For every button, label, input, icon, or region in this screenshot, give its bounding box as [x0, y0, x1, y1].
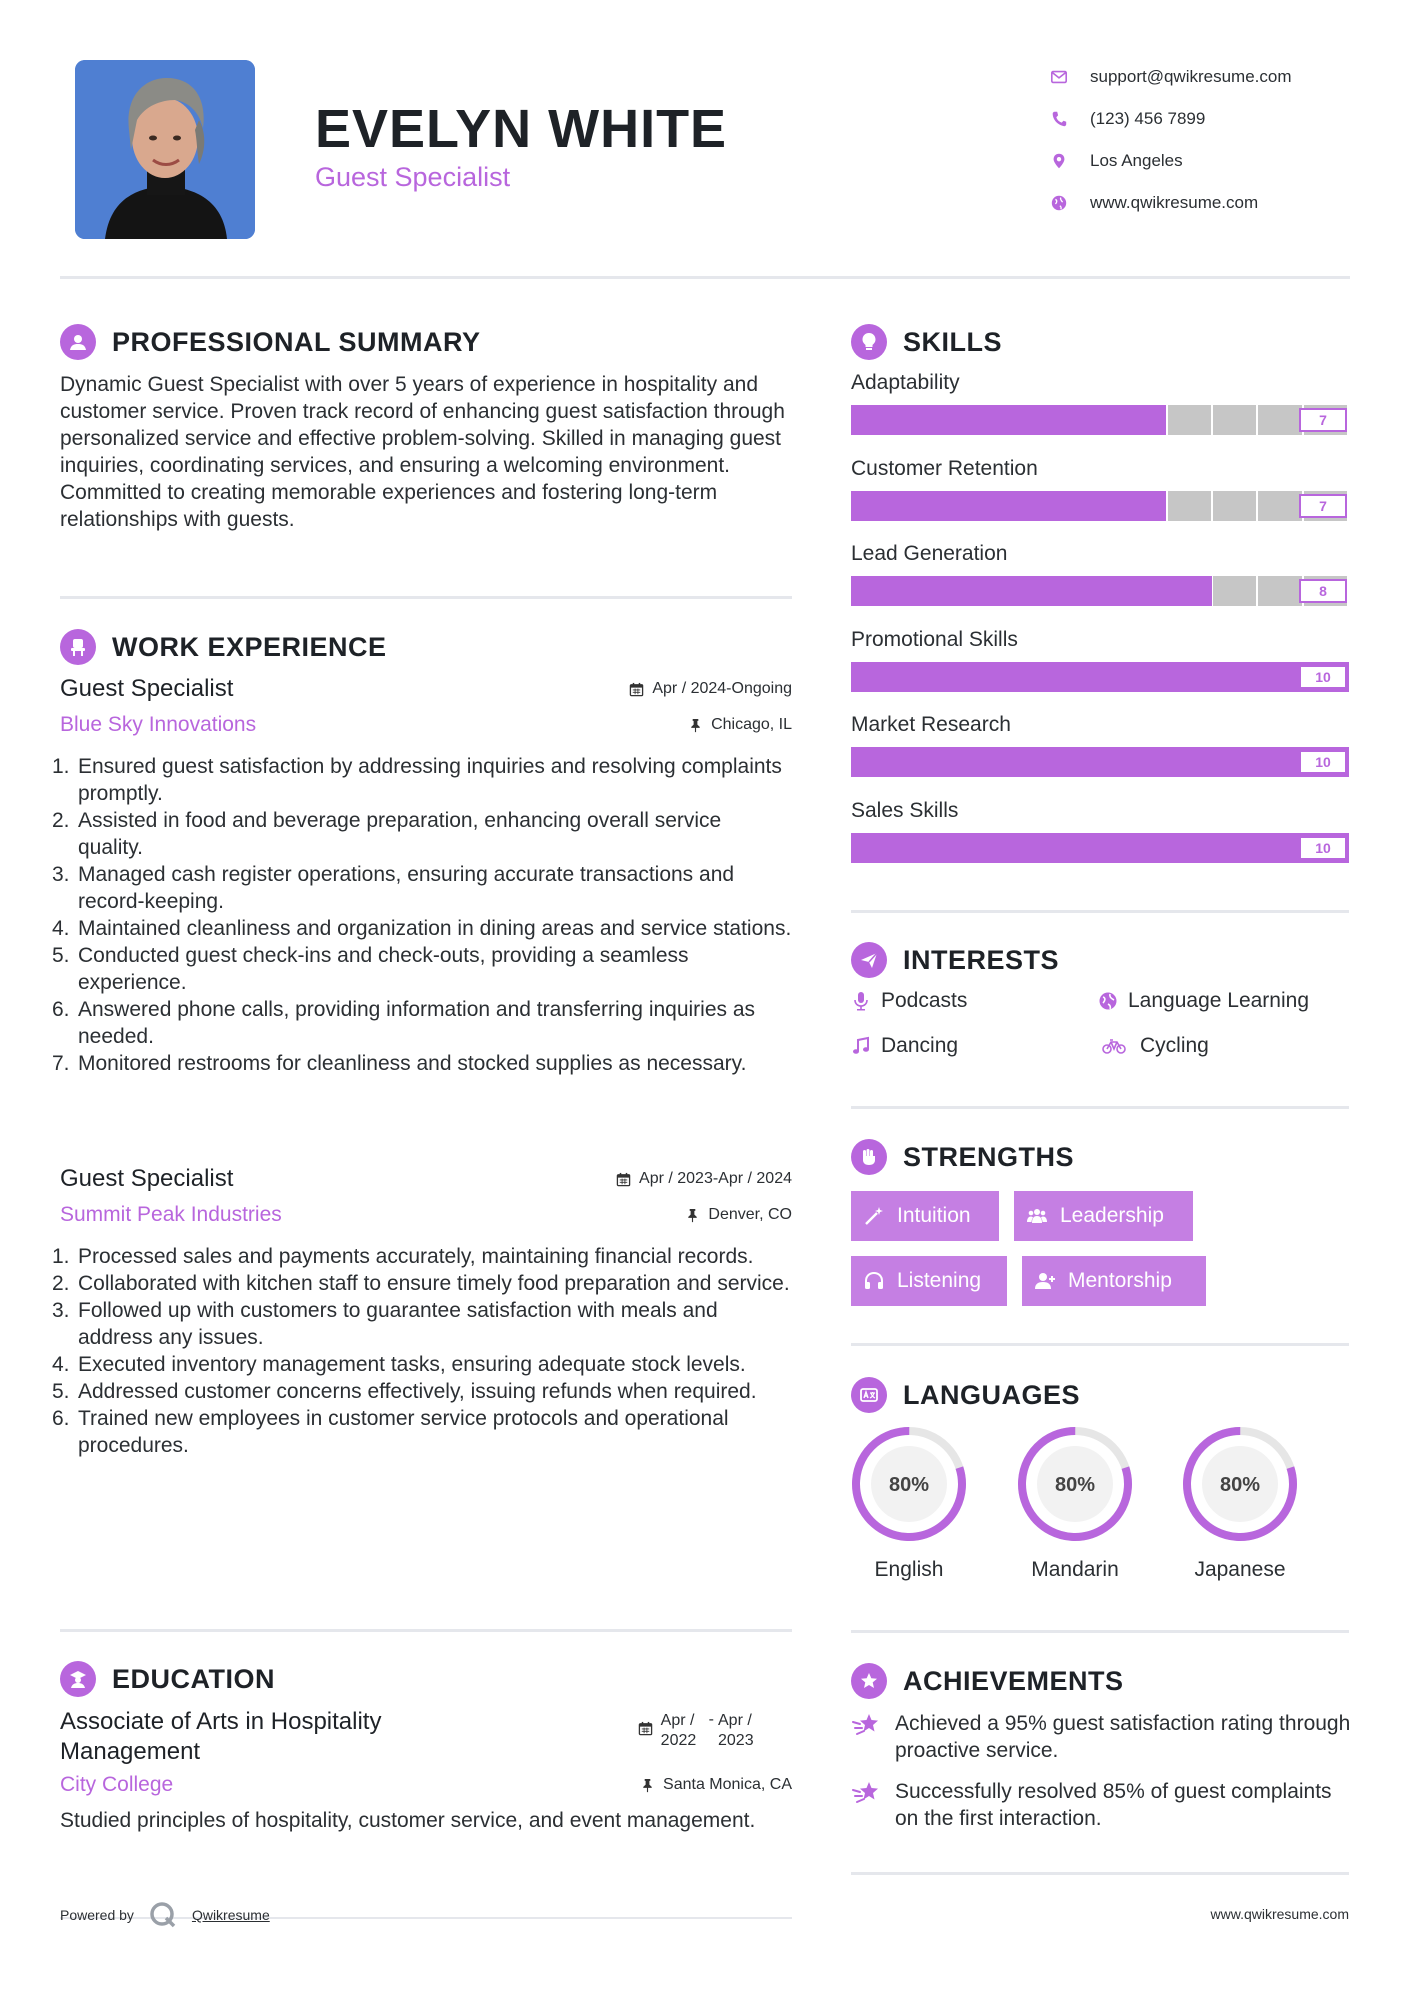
contact-email[interactable]: [1050, 56, 1370, 98]
list-item: 4. Maintained cleanliness and organization in dining areas and service stations.: [52, 917, 792, 940]
footer-powered-by: Powered by Qwikresume: [60, 1900, 270, 1930]
lightbulb-icon: [851, 324, 887, 360]
job-company: Summit Peak Industries: [60, 1203, 282, 1226]
language-item: [1180, 1424, 1300, 1582]
list-item: 7. Monitored restrooms for cleanliness and stocked supplies as necessary.: [52, 1052, 747, 1075]
calendar-icon: [616, 1172, 631, 1187]
language-percent: 80%: [1219, 1474, 1261, 1496]
calendar-icon: [629, 682, 644, 697]
skill-bar-fill: [851, 491, 1166, 521]
strength-intuition: Intuition: [851, 1191, 999, 1241]
profile-photo: [75, 60, 255, 239]
skill-name: Lead Generation: [851, 542, 1008, 565]
job-date: Apr / 2023-Apr / 2024: [616, 1170, 792, 1188]
interests-divider: [851, 1106, 1349, 1109]
music-note-icon: [851, 1036, 871, 1056]
calendar-icon: [638, 1721, 653, 1736]
summary-text: Dynamic Guest Specialist with over 5 years of experience in hospitality and customer service. Proven track record of enhancing guest satisfaction through personalized service and effective problem-solving. Skilled in managing guest inquiries, coordinating services, and ensuring a welcoming environment. Committed to creating memorable experiences and fostering long-term relationships with guests.: [60, 373, 785, 531]
education-entry: [60, 1707, 792, 1834]
job-date: Apr / 2024-Ongoing: [629, 680, 792, 698]
map-pin-icon: [1050, 152, 1068, 170]
language-percent: 80%: [1054, 1474, 1096, 1496]
job-duties: [52, 1243, 792, 1459]
strengths-heading: [851, 1139, 1074, 1175]
achievements-divider: [851, 1872, 1349, 1875]
job-title: Guest Specialist: [60, 675, 234, 702]
location-text: Los Angeles: [1090, 151, 1183, 170]
user-icon: [60, 324, 96, 360]
bicycle-icon: [1098, 1036, 1130, 1056]
skills-heading: [851, 324, 1002, 360]
interest-podcasts: Podcasts: [851, 989, 967, 1013]
summary-divider: [60, 596, 792, 599]
languages-heading-text: LANGUAGES: [903, 1379, 1081, 1410]
strength-leadership: Leadership: [1014, 1191, 1193, 1241]
skill-bar-fill: [851, 576, 1212, 606]
language-name: English: [874, 1558, 944, 1581]
education-date: Apr / 2022 - Apr / 2023: [638, 1711, 762, 1751]
list-item: 5. Addressed customer concerns effectively, issuing refunds when required.: [52, 1380, 757, 1403]
job-company: Blue Sky Innovations: [60, 713, 257, 736]
experience-heading: [60, 629, 387, 665]
header-divider: [60, 276, 1350, 279]
list-item: 5. Conducted guest check-ins and check-outs, providing a seamless experience.: [52, 944, 689, 994]
school-name: City College: [60, 1773, 174, 1796]
users-icon: [1026, 1205, 1048, 1227]
microphone-icon: [851, 991, 871, 1011]
skill-bar-fill: [851, 747, 1349, 777]
skill-item: [851, 713, 1349, 777]
language-percent: 80%: [888, 1474, 930, 1496]
skill-bar-fill: [851, 662, 1349, 692]
skill-bar: [851, 833, 1349, 863]
website-text: www.qwikresume.com: [1090, 193, 1259, 212]
skill-bar: [851, 405, 1349, 435]
list-item: 6. Answered phone calls, providing information and transferring inquiries as needed.: [52, 998, 756, 1048]
star-badge-icon: [851, 1663, 887, 1699]
job-location: Chicago, IL: [688, 716, 792, 734]
skill-level-badge: 10: [1299, 750, 1347, 774]
fist-icon: [851, 1139, 887, 1175]
list-item: 3. Managed cash register operations, ensuring accurate transactions and record-keeping.: [52, 863, 735, 913]
skill-item: [851, 457, 1349, 521]
shooting-star-icon: [851, 1712, 883, 1740]
skills-divider: [851, 910, 1349, 913]
list-item: 2. Collaborated with kitchen staff to ensure timely food preparation and service.: [52, 1272, 790, 1295]
education-location: Santa Monica, CA: [640, 1776, 792, 1794]
achievement-item-2: Successfully resolved 85% of guest complaints on the first interaction.: [851, 1778, 1351, 1832]
skill-name: Customer Retention: [851, 456, 1038, 480]
skill-bar: [851, 662, 1349, 692]
skill-bar: [851, 747, 1349, 777]
list-item: 2. Assisted in food and beverage preparation, enhancing overall service quality.: [52, 809, 722, 859]
strength-listening: Listening: [851, 1256, 1007, 1306]
languages-heading: [851, 1377, 1080, 1413]
envelope-icon: [1050, 68, 1068, 86]
candidate-name: EVELYN WHITE: [315, 99, 728, 159]
contact-phone[interactable]: [1050, 98, 1370, 140]
pushpin-icon: [688, 718, 703, 733]
contact-location: [1050, 140, 1370, 182]
language-card-icon: [851, 1377, 887, 1413]
footer-website[interactable]: www.qwikresume.com: [1210, 1906, 1349, 1922]
pushpin-icon: [685, 1208, 700, 1223]
language-ring: [1015, 1424, 1135, 1544]
contact-info: [1050, 56, 1370, 224]
pushpin-icon: [640, 1778, 655, 1793]
skill-item: [851, 371, 1349, 435]
user-plus-icon: [1034, 1270, 1056, 1292]
language-ring: [849, 1424, 969, 1544]
job-duties: [52, 753, 792, 1077]
achievements-heading-text: ACHIEVEMENTS: [903, 1665, 1124, 1696]
language-ring: [1180, 1424, 1300, 1544]
skill-item: [851, 542, 1349, 606]
qwikresume-logo-icon: [148, 1900, 178, 1930]
globe-icon: [1050, 194, 1068, 212]
skill-level-badge: 10: [1299, 836, 1347, 860]
skill-item: [851, 628, 1349, 692]
interests-heading: [851, 942, 1059, 978]
email-text: support@qwikresume.com: [1090, 67, 1292, 86]
skill-level-badge: 10: [1299, 665, 1347, 689]
strengths-divider: [851, 1343, 1349, 1346]
list-item: 3. Followed up with customers to guarantee satisfaction with meals and address any issues.: [52, 1299, 718, 1349]
achievements-heading: [851, 1663, 1124, 1699]
job-title: Guest Specialist: [60, 1165, 234, 1192]
list-item: 1. Processed sales and payments accurately, maintaining financial records.: [52, 1245, 754, 1268]
contact-website[interactable]: [1050, 182, 1370, 224]
skill-name: Sales Skills: [851, 798, 959, 822]
candidate-title: Guest Specialist: [315, 162, 511, 192]
skills-heading-text: SKILLS: [903, 326, 1003, 357]
magic-wand-icon: [863, 1205, 885, 1227]
job-entry-2: [52, 1165, 792, 1459]
interest-language-learning: Language Learning: [1098, 989, 1309, 1013]
skill-level-badge: 7: [1299, 408, 1347, 432]
job-location: Denver, CO: [685, 1206, 792, 1224]
interests-heading-text: INTERESTS: [903, 944, 1060, 975]
education-heading-text: EDUCATION: [112, 1663, 275, 1694]
skill-name: Adaptability: [851, 371, 960, 394]
interest-dancing: Dancing: [851, 1034, 958, 1058]
skill-bar-fill: [851, 405, 1166, 435]
skill-level-badge: 8: [1299, 579, 1347, 603]
headphones-icon: [863, 1270, 885, 1292]
phone-text: (123) 456 7899: [1090, 109, 1206, 128]
summary-heading-text: PROFESSIONAL SUMMARY: [112, 326, 481, 357]
skill-bar: [851, 491, 1349, 521]
language-name: Japanese: [1194, 1558, 1286, 1581]
education-heading: [60, 1661, 275, 1697]
graduate-icon: [60, 1661, 96, 1697]
phone-icon: [1050, 110, 1068, 128]
shooting-star-icon: [851, 1780, 883, 1808]
chair-icon: [60, 629, 96, 665]
language-item: [1015, 1424, 1135, 1582]
achievement-item-1: Achieved a 95% guest satisfaction rating through proactive service.: [851, 1710, 1351, 1764]
list-item: 4. Executed inventory management tasks, ensuring adequate stock levels.: [52, 1353, 746, 1376]
list-item: 1. Ensured guest satisfaction by addressing inquiries and resolving complaints promptly.: [52, 755, 782, 805]
degree-title: Associate of Arts in Hospitality Management: [60, 1708, 382, 1765]
skill-bar-fill: [851, 833, 1349, 863]
language-name: Mandarin: [1031, 1558, 1119, 1581]
education-description: Studied principles of hospitality, customer service, and event management.: [60, 1809, 756, 1832]
language-item: [849, 1424, 969, 1582]
experience-divider: [60, 1629, 792, 1632]
list-item: 6. Trained new employees in customer service protocols and operational procedures.: [52, 1407, 729, 1457]
strengths-heading-text: STRENGTHS: [903, 1141, 1075, 1172]
skill-bar: [851, 576, 1349, 606]
skill-level-badge: 7: [1299, 494, 1347, 518]
globe-icon: [1098, 991, 1118, 1011]
summary-heading: [60, 324, 481, 360]
skill-item: [851, 799, 1349, 863]
skill-name: Market Research: [851, 713, 1011, 736]
job-entry-1: [52, 675, 792, 1077]
languages-divider: [851, 1630, 1349, 1633]
strength-mentorship: Mentorship: [1022, 1256, 1206, 1306]
interest-cycling: Cycling: [1098, 1034, 1209, 1058]
footer-brand-link[interactable]: Qwikresume: [191, 1907, 270, 1923]
paper-plane-icon: [851, 942, 887, 978]
experience-heading-text: WORK EXPERIENCE: [112, 631, 387, 662]
skill-name: Promotional Skills: [851, 627, 1018, 651]
